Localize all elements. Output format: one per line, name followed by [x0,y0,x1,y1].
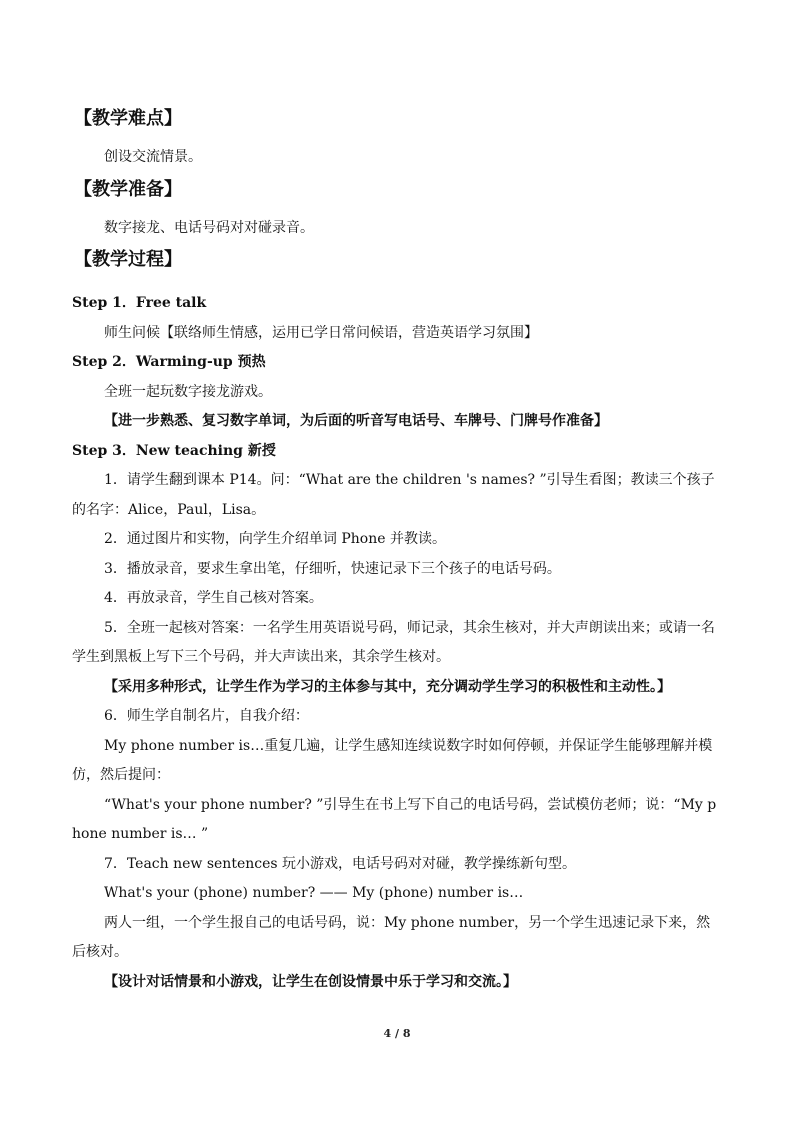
step-3-item-7-b: 两人一组，一个学生报自己的电话号码，说：My phone number，另一个学生迅速记录下来，然后核对。 [72,914,711,960]
step-3-item-6-a: My phone number is…重复几遍，让学生感知连续说数字时如何停顿，并保证学生能够理解并模仿，然后提问： [72,737,713,783]
step-3-item-7-a: What's your (phone) number? —— My (phone) number is… [104,885,524,901]
difficulty-body: 创设交流情景。 [104,149,202,165]
step-3-item-6: 6．师生学自制名片，自我介绍： [104,708,309,724]
step-1-body: 师生问候【联络师生情感，运用已学日常问候语，营造英语学习氛围】 [104,324,538,341]
step-2-body: 全班一起玩数字接龙游戏。 [104,383,272,400]
step-2-title: Step 2．Warming-up 预热 [72,354,266,370]
step-3-item-3: 3．播放录音，要求生拿出笔，仔细听，快速记录下三个孩子的电话号码。 [104,560,561,577]
step-3-title: Step 3．New teaching 新授 [72,442,276,459]
step-2-note: 【进一步熟悉、复习数字单词，为后面的听音写电话号、车牌号、门牌号作准备】 [104,413,608,429]
step-3-item-6-b: “What's your phone number? ”引导生在书上写下自己的电话号码，尝试模仿老师；说：“My phone number is… ” [72,796,717,842]
step-1-title: Step 1．Free talk [72,295,207,311]
step-3-item-7: 7．Teach new sentences 玩小游戏，电话号码对对碰，教学操练新句型。 [104,855,577,872]
page-number: 4 / 8 [383,1027,411,1040]
step-3-item-5: 5．全班一起核对答案：一名学生用英语说号码，师记录，其余生核对，并大声朗读出来；或请一名学生到黑板上写下三个号码，并大声读出来，其余学生核对。 [72,619,715,665]
step-3-item-2: 2．通过图片和实物，向学生介绍单词 Phone 并教读。 [104,531,446,547]
step-3-item-4: 4．再放录音，学生自己核对答案。 [104,590,323,606]
step-3-note-2: 【设计对话情景和小游戏，让学生在创设情景中乐于学习和交流。】 [104,973,517,990]
step-3-note-1: 【采用多种形式，让学生作为学习的主体参与其中，充分调动学生学习的积极性和主动性。】 [104,678,671,695]
section-title-difficulty: 【教学难点】 [74,108,182,129]
section-title-process: 【教学过程】 [74,249,182,270]
preparation-body: 数字接龙、电话号码对对碰录音。 [104,219,314,236]
step-3-item-1: 1．请学生翻到课本 P14。问：“What are the children 's names? ”引导生看图；教读三个孩子的名字：Alice，Paul，Lisa。 [72,472,715,518]
page-content [72,102,724,997]
section-title-preparation: 【教学准备】 [74,178,182,200]
